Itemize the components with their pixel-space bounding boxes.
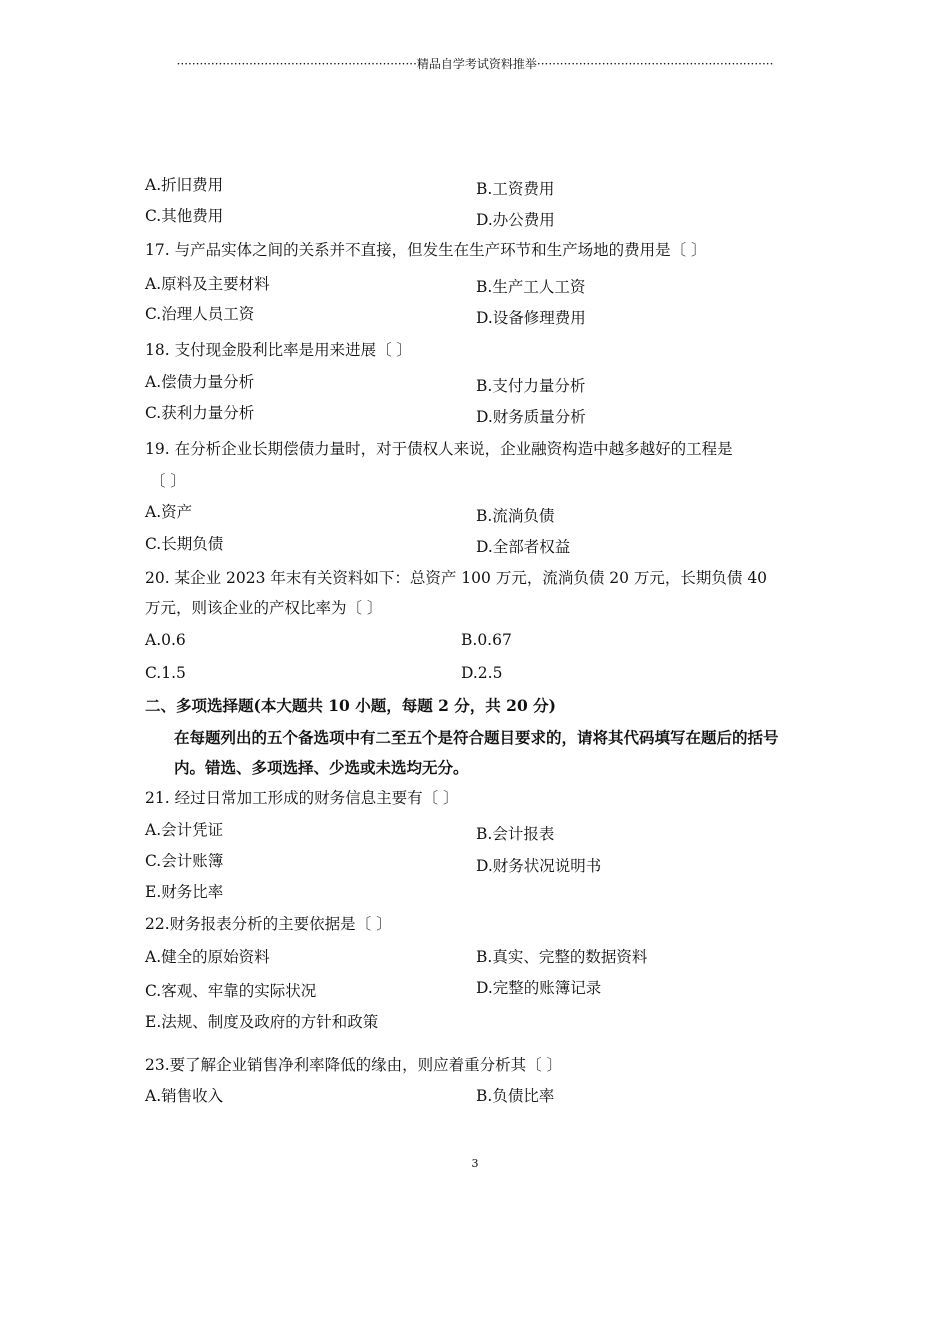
section2-instruction-line2: 内。错选、多项选择、少选或未选均无分。 bbox=[174, 758, 469, 777]
q20-stem-line2: 万元，则该企业的产权比率为〔 〕 bbox=[145, 599, 383, 617]
q21-option-a: A.会计凭证 bbox=[145, 821, 224, 839]
q20-option-b: B.0.67 bbox=[461, 631, 512, 649]
q16-option-d: D.办公费用 bbox=[476, 211, 555, 229]
q19-option-d: D.全部者权益 bbox=[476, 538, 571, 556]
q19-stem-line2: 〔 〕 bbox=[150, 472, 186, 490]
q18-option-b: B.支付力量分析 bbox=[476, 377, 586, 395]
q23-stem: 23.要了解企业销售净利率降低的缘由，则应着重分析其〔 〕 bbox=[145, 1056, 563, 1074]
page-header: ·······························································精品自学考试资料推举······························································ bbox=[176, 57, 774, 71]
q17-stem: 17. 与产品实体之间的关系并不直接，但发生在生产环节和生产场地的费用是〔 〕 bbox=[145, 241, 707, 259]
q22-option-b: B.真实、完整的数据资料 bbox=[476, 948, 648, 966]
q16-option-c: C.其他费用 bbox=[145, 207, 224, 225]
q19-option-b: B.流淌负债 bbox=[476, 507, 555, 525]
q17-option-c: C.治理人员工资 bbox=[145, 305, 255, 323]
q20-option-c: C.1.5 bbox=[145, 664, 186, 682]
q22-option-e: E.法规、制度及政府的方针和政策 bbox=[145, 1013, 379, 1031]
q20-option-d: D.2.5 bbox=[461, 664, 503, 682]
q17-option-b: B.生产工人工资 bbox=[476, 278, 586, 296]
q16-option-b: B.工资费用 bbox=[476, 180, 555, 198]
q18-option-c: C.获利力量分析 bbox=[145, 404, 255, 422]
q22-stem: 22.财务报表分析的主要依据是〔 〕 bbox=[145, 915, 392, 933]
q17-option-d: D.设备修理费用 bbox=[476, 309, 586, 327]
q21-stem: 21. 经过日常加工形成的财务信息主要有〔 〕 bbox=[145, 789, 459, 807]
q20-stem-line1: 20. 某企业 2023 年末有关资料如下：总资产 100 万元，流淌负债 20 万元，长期负债 40 bbox=[145, 569, 768, 587]
q23-option-b: B.负债比率 bbox=[476, 1087, 555, 1105]
q19-option-a: A.资产 bbox=[145, 503, 193, 521]
q22-option-a: A.健全的原始资料 bbox=[145, 948, 270, 966]
q19-option-c: C.长期负债 bbox=[145, 535, 224, 553]
q20-option-a: A.0.6 bbox=[145, 631, 186, 649]
q21-option-c: C.会计账簿 bbox=[145, 852, 224, 870]
q18-option-a: A.偿债力量分析 bbox=[145, 373, 255, 391]
q19-stem-line1: 19. 在分析企业长期偿债力量时，对于债权人来说，企业融资构造中越多越好的工程是 bbox=[145, 440, 733, 458]
q21-option-e: E.财务比率 bbox=[145, 883, 224, 901]
q22-option-d: D.完整的账簿记录 bbox=[476, 979, 602, 997]
q18-stem: 18. 支付现金股利比率是用来进展〔 〕 bbox=[145, 341, 413, 359]
q23-option-a: A.销售收入 bbox=[145, 1087, 224, 1105]
page-number: 3 bbox=[471, 1157, 479, 1170]
q21-option-d: D.财务状况说明书 bbox=[476, 857, 602, 875]
q17-option-a: A.原料及主要材料 bbox=[145, 275, 270, 293]
q22-option-c: C.客观、牢靠的实际状况 bbox=[145, 982, 317, 1000]
q16-option-a: A.折旧费用 bbox=[145, 176, 224, 194]
section2-instruction-line1: 在每题列出的五个备选项中有二至五个是符合题目要求的，请将其代码填写在题后的括号 bbox=[174, 728, 779, 747]
section2-title: 二、多项选择题(本大题共 10 小题，每题 2 分，共 20 分) bbox=[145, 696, 556, 715]
q18-option-d: D.财务质量分析 bbox=[476, 408, 586, 426]
q21-option-b: B.会计报表 bbox=[476, 825, 555, 843]
